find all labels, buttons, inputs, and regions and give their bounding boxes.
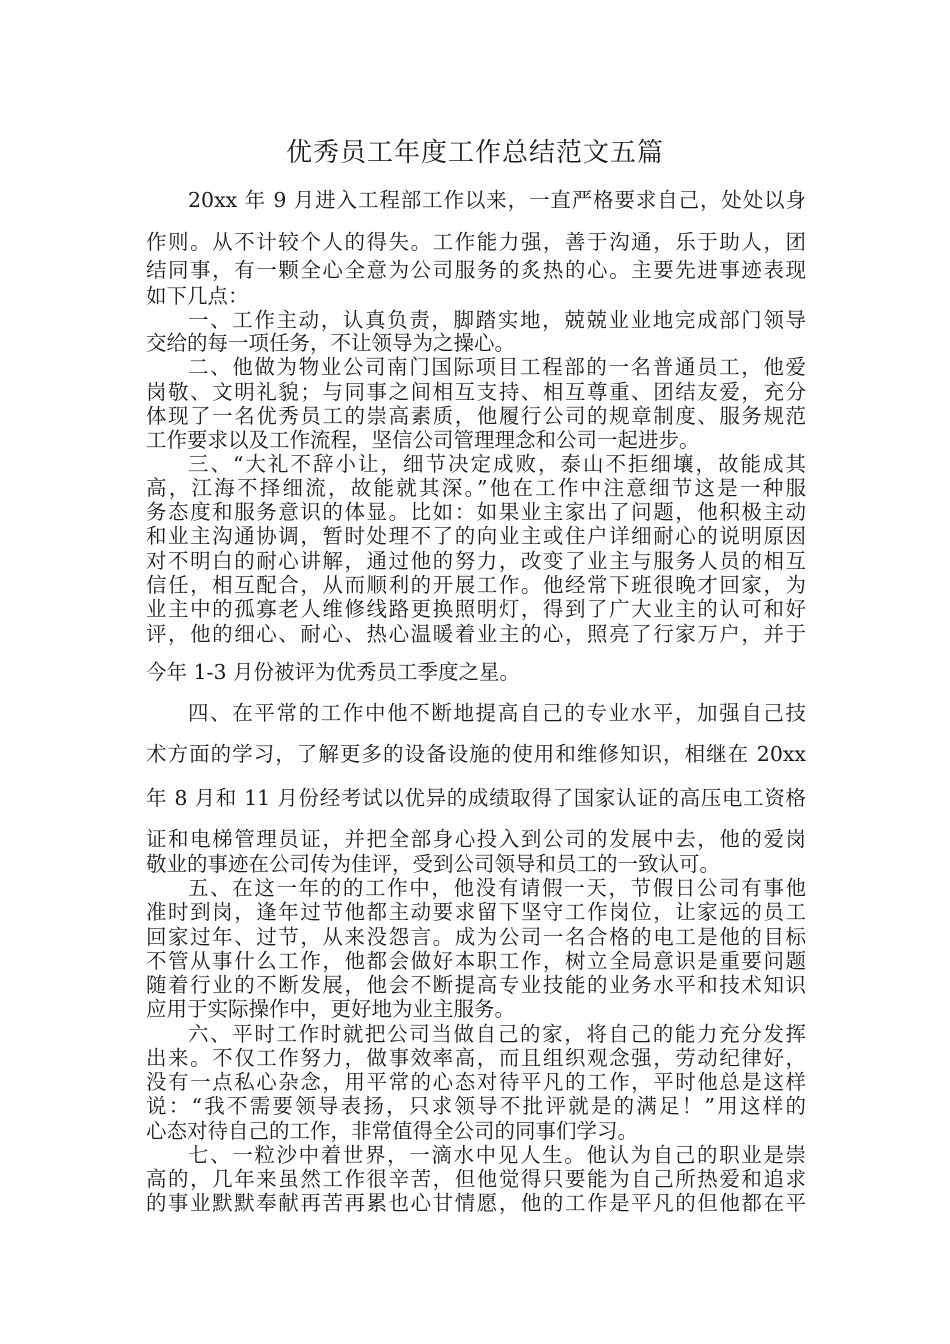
text-line: 结同事，有一颗全心全意为公司服务的炙热的心。主要先进事迹表现 (146, 258, 806, 282)
text-line: 高的，几年来虽然工作很辛苦，但他觉得只要能为自己所热爱和追求 (146, 1167, 806, 1191)
text-line: 术方面的学习，了解更多的设备设施的使用和维修知识，相继在 20xx (146, 742, 806, 766)
text-line: 六、平时工作时就把公司当做自己的家，将自己的能力充分发挥 (188, 1022, 806, 1046)
text-line: 五、在这一年的的工作中，他没有请假一天，节假日公司有事他 (188, 876, 806, 900)
text-line: 回家过年、过节，从来没怨言。成为公司一名合格的电工是他的目标 (146, 925, 806, 949)
text-line: 工作要求以及工作流程，坚信公司管理理念和公司一起进步。 (146, 428, 700, 452)
text-line: 应用于实际操作中，更好地为业主服务。 (146, 997, 515, 1021)
text-line: 20xx 年 9 月进入工程部工作以来，一直严格要求自己，处处以身 (188, 188, 806, 212)
text-line: 心态对待自己的工作，非常值得全公司的同事们学习。 (146, 1119, 638, 1143)
document-title: 优秀员工年度工作总结范文五篇 (285, 138, 664, 168)
text-line: 对不明白的耐心讲解，通过他的努力，改变了业主与服务人员的相互 (146, 549, 806, 573)
text-line: 如下几点： (146, 284, 249, 308)
text-line: 岗敬、文明礼貌；与同事之间相互支持、相互尊重、团结友爱，充分 (146, 380, 806, 404)
text-line: 和业主沟通协调，暂时处理不了的向业主或住户详细耐心的说明原因 (146, 524, 806, 548)
text-line: 二、他做为物业公司南门国际项目工程部的一名普通员工，他爱 (188, 355, 806, 379)
text-line: 证和电梯管理员证，并把全部身心投入到公司的发展中去，他的爱岗 (146, 827, 806, 851)
text-line: 四、在平常的工作中他不断地提高自己的专业水平，加强自己技 (188, 701, 806, 725)
text-line: 今年 1-3 月份被评为优秀员工季度之星。 (146, 660, 521, 684)
text-line: 业主中的孤寡老人维修线路更换照明灯，得到了广大业主的认可和好 (146, 597, 806, 621)
text-line: 出来。不仅工作努力，做事效率高，而且组织观念强，劳动纪律好， (146, 1046, 806, 1070)
text-line: 说：“我不需要领导表扬，只求领导不批评就是的满足！”用这样的 (146, 1094, 806, 1118)
text-line: 敬业的事迹在公司传为佳评，受到公司领导和员工的一致认可。 (146, 852, 720, 876)
text-line: 高，江海不择细流，故能就其深。”他在工作中注意细节这是一种服 (146, 476, 806, 500)
text-line: 年 8 月和 11 月份经考试以优异的成绩取得了国家认证的高压电工资格 (146, 786, 806, 810)
text-line: 交给的每一项任务，不让领导为之操心。 (146, 331, 515, 355)
text-line: 七、一粒沙中着世界，一滴水中见人生。他认为自己的职业是崇 (188, 1143, 806, 1167)
text-line: 准时到岗，逢年过节他都主动要求留下坚守工作岗位，让家远的员工 (146, 900, 806, 924)
text-line: 没有一点私心杂念，用平常的心态对待平凡的工作，平时他总是这样 (146, 1070, 806, 1094)
text-line: 作则。从不计较个人的得失。工作能力强，善于沟通，乐于助人，团 (146, 230, 806, 254)
text-line: 随着行业的不断发展，他会不断提高专业技能的业务水平和技术知识 (146, 973, 806, 997)
text-line: 的事业默默奉献再苦再累也心甘情愿，他的工作是平凡的但他都在平 (146, 1191, 806, 1215)
text-line: 一、工作主动，认真负责，脚踏实地，兢兢业业地完成部门领导 (188, 308, 806, 332)
text-line: 三、“大礼不辞小让，细节决定成败，泰山不拒细壤，故能成其 (188, 452, 806, 476)
text-line: 不管从事什么工作，他都会做好本职工作，树立全局意识是重要问题 (146, 949, 806, 973)
text-line: 务态度和服务意识的体显。比如：如果业主家出了问题，他积极主动 (146, 500, 806, 524)
text-line: 评，他的细心、耐心、热心温暖着业主的心，照亮了行家万户，并于 (146, 622, 806, 646)
text-line: 体现了一名优秀员工的崇高素质，他履行公司的规章制度、服务规范 (146, 404, 806, 428)
text-line: 信任，相互配合，从而顺利的开展工作。他经常下班很晚才回家，为 (146, 573, 806, 597)
